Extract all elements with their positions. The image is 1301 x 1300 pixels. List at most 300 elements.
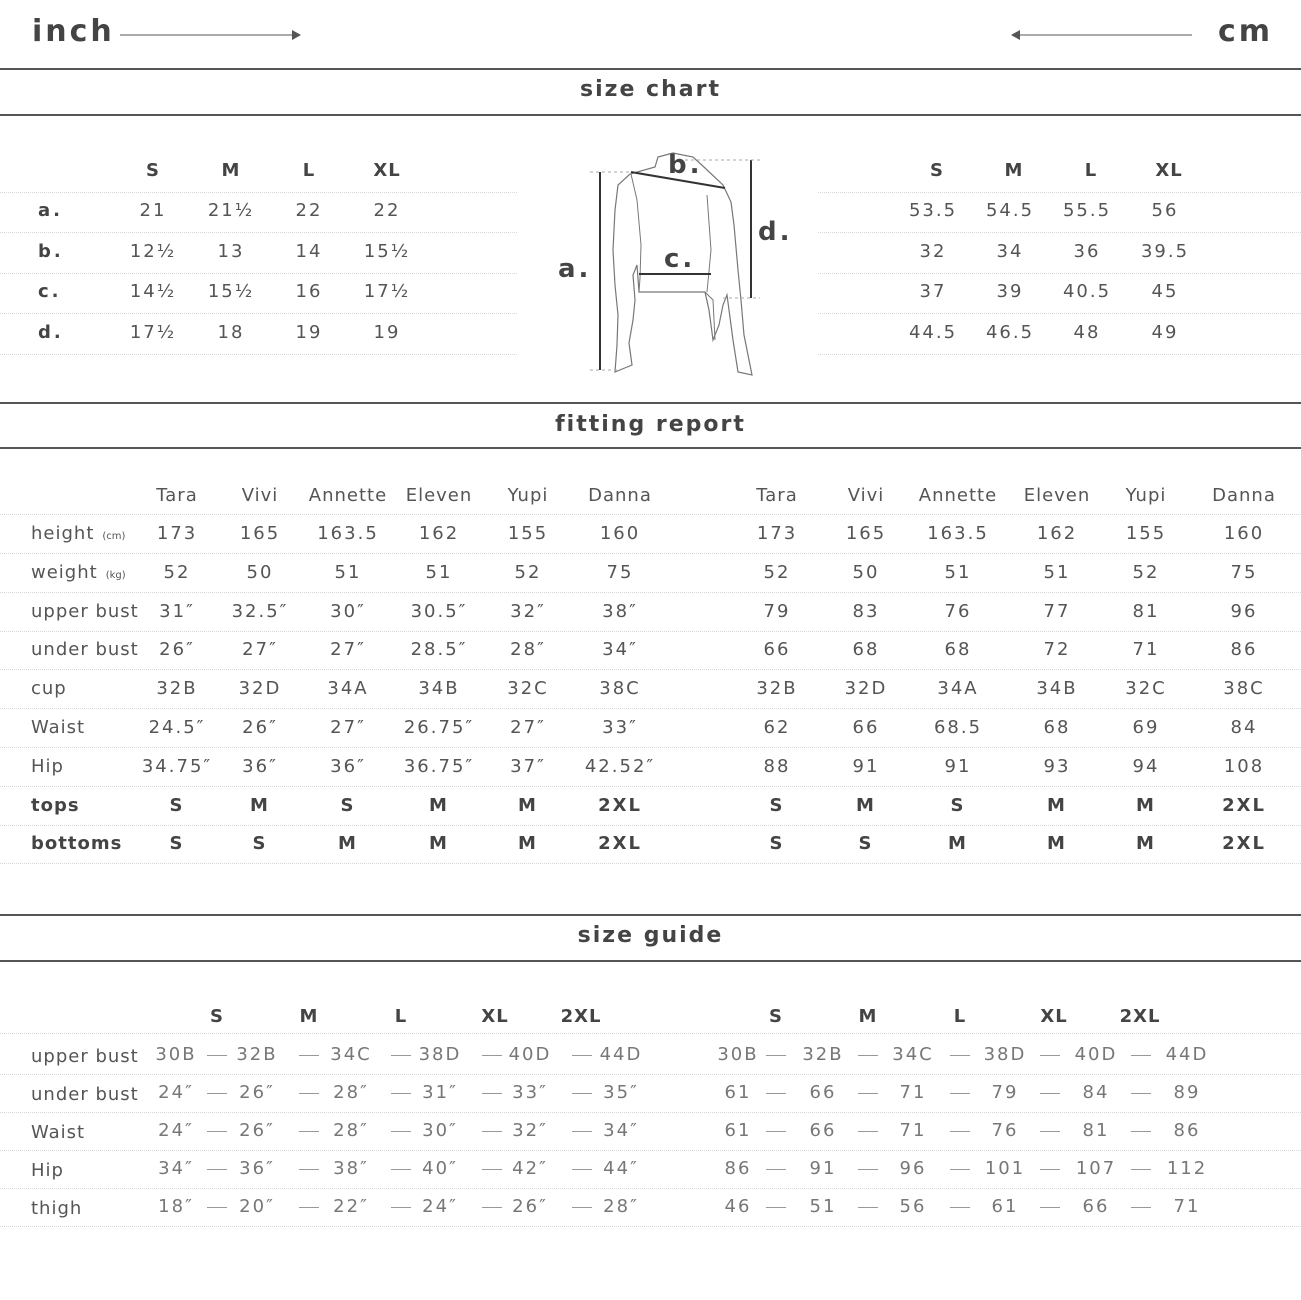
table-cell: 51 [1043,561,1071,583]
table-cell: M [1047,833,1067,855]
table-cell: 34A [937,678,979,700]
range-dash [950,1055,970,1056]
row-label: Waist [31,1122,86,1143]
table-cell: 79 [763,600,791,622]
table-cell: 54.5 [985,200,1035,221]
range-dash [391,1207,411,1208]
table-cell: 19 [373,321,401,343]
range-dash [950,1093,970,1094]
table-cell: 21 [139,200,167,221]
table-cell: 52 [514,561,542,583]
range-dash [1040,1055,1060,1056]
range-dash [391,1055,411,1056]
table-cell: 91 [809,1158,837,1179]
row-separator [0,1074,1301,1075]
range-dash [482,1131,502,1132]
table-cell: 32.5″ [231,600,289,622]
range-dash [299,1055,319,1056]
range-dash [766,1169,786,1170]
table-cell: M [250,794,270,816]
table-cell: 40D [1074,1044,1118,1065]
table-cell: 49 [1151,321,1179,343]
range-dash [391,1093,411,1094]
table-cell: 77 [1043,600,1071,622]
table-cell: 89 [1173,1082,1201,1103]
table-cell: 61 [724,1082,752,1103]
row-separator [0,592,1301,593]
table-cell: 45 [1151,281,1179,302]
table-cell: 28″ [510,639,546,661]
range-dash [1131,1093,1151,1094]
table-cell: 61 [991,1196,1019,1217]
divider [0,960,1301,962]
range-dash [950,1207,970,1208]
row-label [31,523,125,544]
table-cell: 34B [1036,678,1078,700]
table-cell: 32C [507,678,549,700]
divider [0,114,1301,116]
row-label-text: tops [31,794,80,816]
row-separator [0,1226,1301,1227]
table-cell: 52 [1132,561,1160,583]
table-cell: 30B [155,1044,197,1065]
table-cell: 68.5 [933,717,983,738]
table-cell: 39.5 [1140,240,1190,262]
table-cell: 32C [1125,678,1167,700]
table-cell: 163.5 [317,523,379,544]
divider [0,402,1301,404]
diagram-label-b: b. [668,150,703,180]
range-dash [299,1131,319,1132]
divider [0,68,1301,70]
row-separator [0,747,1301,748]
range-dash [207,1169,227,1170]
table-cell: 40.5 [1062,281,1112,302]
model-name: Vivi [847,485,885,506]
table-cell: 34C [330,1044,372,1065]
table-cell: 66 [809,1082,837,1103]
table-cell: 84 [1230,717,1258,738]
table-cell: 38″ [333,1158,369,1179]
table-cell: 42″ [512,1158,548,1179]
row-separator [0,553,1301,554]
model-name: Tara [756,485,798,506]
row-separator [0,825,1301,826]
size-header: M [299,1006,319,1027]
table-cell: 15½ [363,240,411,262]
table-cell: 68 [944,639,972,661]
table-cell: 22″ [333,1196,369,1217]
size-header: XL [481,1006,509,1027]
table-cell: 24″ [158,1082,194,1103]
table-cell: 71 [1132,639,1160,661]
row-separator [0,669,1301,670]
table-cell: 34″ [158,1158,194,1179]
table-cell: 26″ [159,639,195,661]
size-header: M [1004,160,1024,181]
table-cell: 42.52″ [584,755,656,777]
range-dash [766,1055,786,1056]
table-cell: 36 [1073,240,1101,262]
table-cell: 34.75″ [141,755,213,777]
row-label: Hip [31,1160,64,1181]
table-cell: 2XL [1222,794,1266,816]
row-label-text: under bust [31,639,139,661]
diagram-label-d: d. [758,217,793,247]
table-cell: 72 [1043,639,1071,661]
table-cell: 86 [1230,639,1258,661]
table-cell: 28″ [333,1082,369,1103]
range-dash [482,1093,502,1094]
table-cell: 52 [163,561,191,583]
table-cell: 66 [1082,1196,1110,1217]
table-cell: M [948,833,968,855]
table-cell: 93 [1043,755,1071,777]
range-dash [299,1093,319,1094]
table-cell: 13 [217,240,245,262]
table-cell: 62 [763,717,791,738]
table-cell: 24″ [422,1196,458,1217]
table-cell: 12½ [129,240,177,262]
table-cell: 86 [724,1158,752,1179]
size-header: M [858,1006,878,1027]
diagram-label-c: c. [664,244,696,274]
table-cell: 44.5 [908,321,958,343]
table-cell: 71 [1173,1196,1201,1217]
range-dash [766,1093,786,1094]
table-cell: 48 [1073,321,1101,343]
table-cell: 28″ [333,1120,369,1141]
model-name: Yupi [1125,485,1167,506]
table-cell: 173 [156,523,198,544]
size-header: S [146,160,160,181]
row-separator [818,232,1301,233]
table-cell: 51 [944,561,972,583]
table-cell: 32B [236,1044,278,1065]
table-cell: S [858,833,874,855]
table-cell: 96 [1230,600,1258,622]
table-cell: 21½ [207,200,255,221]
table-cell: 66 [763,639,791,661]
row-separator [0,192,517,193]
table-cell: 32D [238,678,282,700]
table-cell: 75 [1230,561,1258,583]
row-separator [818,313,1301,314]
table-cell: S [169,794,185,816]
range-dash [858,1169,878,1170]
table-cell: 50 [852,561,880,583]
table-cell: 56 [899,1196,927,1217]
table-cell: 68 [852,639,880,661]
table-cell: 76 [944,600,972,622]
size-header: L [394,1006,408,1027]
table-cell: S [769,833,785,855]
table-cell: 38″ [602,600,638,622]
table-cell: 56 [1151,200,1179,221]
range-dash [482,1207,502,1208]
range-dash [207,1093,227,1094]
table-cell: 71 [899,1120,927,1141]
table-cell: 33″ [602,717,638,738]
table-cell: 31″ [159,600,195,622]
table-cell: 66 [852,717,880,738]
row-separator [0,708,1301,709]
table-cell: 38C [599,678,641,700]
table-cell: 53.5 [908,200,958,221]
table-cell: 36″ [242,755,278,777]
table-cell: 44D [1165,1044,1209,1065]
row-separator [0,273,517,274]
row-separator [0,313,517,314]
table-cell: 52 [763,561,791,583]
range-dash [1040,1093,1060,1094]
size-header: L [1084,160,1098,181]
row-label [31,717,85,738]
table-cell: 84 [1082,1082,1110,1103]
size-header: S [769,1006,783,1027]
row-separator [0,631,1301,632]
arrow-left-icon [1008,28,1193,42]
row-label [31,678,67,699]
table-cell: 46.5 [985,321,1035,343]
row-separator [0,354,517,355]
row-label-text: cup [31,678,67,700]
table-cell: S [252,833,268,855]
table-cell: M [1136,794,1156,816]
table-cell: 32B [156,678,198,700]
row-label-text: Hip [31,755,64,777]
table-cell: S [340,794,356,816]
table-cell: 2XL [598,833,642,855]
table-cell: S [950,794,966,816]
range-dash [207,1207,227,1208]
model-name: Eleven [405,485,473,506]
table-cell: 66 [809,1120,837,1141]
table-cell: M [856,794,876,816]
unit-cm-label: cm [1218,14,1274,49]
table-cell: 18″ [158,1196,194,1217]
model-name: Danna [588,485,652,506]
table-cell: 155 [507,523,549,544]
table-cell: 27″ [330,639,366,661]
row-separator [0,1188,1301,1189]
row-label: c. [38,281,62,302]
table-cell: 165 [845,523,887,544]
table-cell: 71 [899,1082,927,1103]
row-unit: (kg) [105,569,126,581]
table-cell: 34 [996,240,1024,262]
table-cell: 39 [996,281,1024,302]
table-cell: 30.5″ [410,600,468,622]
model-name: Danna [1212,485,1276,506]
size-guide-title: size guide [577,923,724,948]
table-cell: M [429,794,449,816]
table-cell: 91 [944,755,972,777]
range-dash [572,1169,592,1170]
table-cell: 55.5 [1062,200,1112,221]
table-cell: S [169,833,185,855]
size-header: XL [1040,1006,1068,1027]
range-dash [858,1093,878,1094]
table-cell: 76 [991,1120,1019,1141]
size-header: 2XL [1119,1006,1161,1027]
table-cell: 2XL [598,794,642,816]
table-cell: 69 [1132,717,1160,738]
table-cell: 155 [1125,523,1167,544]
row-label-text: bottoms [31,833,123,855]
range-dash [572,1131,592,1132]
table-cell: 162 [418,523,460,544]
row-label: d. [38,321,64,343]
row-label: a. [38,200,63,221]
table-cell: 50 [246,561,274,583]
table-cell: 83 [852,600,880,622]
table-cell: 107 [1075,1158,1117,1179]
table-cell: 32″ [512,1120,548,1141]
range-dash [299,1207,319,1208]
range-dash [207,1131,227,1132]
table-cell: 94 [1132,755,1160,777]
table-cell: 44D [599,1044,643,1065]
table-cell: 96 [899,1158,927,1179]
table-cell: 34B [418,678,460,700]
row-separator [0,863,1301,864]
range-dash [1040,1169,1060,1170]
table-cell: 31″ [422,1082,458,1103]
table-cell: 37″ [510,755,546,777]
table-cell: 28″ [603,1196,639,1217]
table-cell: M [429,833,449,855]
row-label-text: height [31,523,95,544]
row-label [31,756,64,777]
model-name: Annette [308,485,388,506]
row-label: b. [38,240,64,262]
row-separator [818,354,1301,355]
table-cell: 51 [425,561,453,583]
table-cell: 162 [1036,523,1078,544]
table-cell: 33″ [512,1082,548,1103]
table-cell: 75 [606,561,634,583]
table-cell: 61 [724,1120,752,1141]
range-dash [482,1169,502,1170]
row-label-text: upper bust [31,600,139,622]
row-separator [0,1150,1301,1151]
range-dash [858,1131,878,1132]
table-cell: 81 [1082,1120,1110,1141]
table-cell: 68 [1043,717,1071,738]
divider [0,447,1301,449]
range-dash [1131,1055,1151,1056]
table-cell: 32″ [510,600,546,622]
range-dash [207,1055,227,1056]
table-cell: 32 [919,240,947,262]
range-dash [858,1207,878,1208]
row-unit: (cm) [102,531,126,542]
table-cell: 32B [802,1044,844,1065]
table-cell: 27″ [330,717,366,738]
range-dash [1040,1131,1060,1132]
range-dash [572,1093,592,1094]
table-cell: M [1136,833,1156,855]
range-dash [391,1169,411,1170]
table-cell: 44″ [603,1158,639,1179]
table-cell: 46 [724,1196,752,1217]
table-cell: M [518,794,538,816]
table-cell: 160 [599,523,641,544]
size-header: XL [1155,160,1183,181]
table-cell: 163.5 [927,523,989,544]
table-cell: 24.5″ [148,717,206,738]
table-cell: 16 [295,281,323,302]
row-label [31,562,126,583]
divider [0,914,1301,916]
range-dash [1131,1207,1151,1208]
table-cell: 26″ [512,1196,548,1217]
row-label-text: Waist [31,717,86,738]
row-label [31,601,139,622]
size-header: 2XL [560,1006,602,1027]
size-header: M [221,160,241,181]
table-cell: 34″ [602,639,638,661]
table-cell: 37 [919,281,947,302]
row-separator [818,192,1301,193]
row-separator [0,786,1301,787]
table-cell: 28.5″ [410,639,468,661]
row-separator [818,273,1301,274]
arrow-right-icon [120,28,305,42]
table-cell: 79 [991,1082,1019,1103]
size-header: S [930,160,944,181]
range-dash [766,1131,786,1132]
table-cell: 40″ [422,1158,458,1179]
size-header: L [302,160,316,181]
table-cell: 17½ [363,281,411,302]
table-cell: 108 [1223,755,1265,777]
range-dash [1131,1169,1151,1170]
table-cell: 26″ [239,1082,275,1103]
table-cell: 30″ [422,1120,458,1141]
table-cell: 36.75″ [403,755,475,777]
table-cell: 30″ [330,600,366,622]
table-cell: M [518,833,538,855]
diagram-label-a: a. [558,254,592,284]
table-cell: 38D [983,1044,1027,1065]
table-cell: 36″ [330,755,366,777]
range-dash [1040,1207,1060,1208]
table-cell: 30B [717,1044,759,1065]
table-cell: 2XL [1222,833,1266,855]
table-cell: 22 [295,200,323,221]
table-cell: 22 [373,200,401,221]
table-cell: 51 [334,561,362,583]
table-cell: M [338,833,358,855]
table-cell: 34C [892,1044,934,1065]
model-name: Yupi [507,485,549,506]
table-cell: 35″ [603,1082,639,1103]
table-cell: 24″ [158,1120,194,1141]
table-cell: 38D [418,1044,462,1065]
range-dash [858,1055,878,1056]
table-cell: 165 [239,523,281,544]
range-dash [572,1207,592,1208]
range-dash [950,1169,970,1170]
range-dash [766,1207,786,1208]
table-cell: 20″ [239,1196,275,1217]
table-cell: 26.75″ [403,717,475,738]
table-cell: 26″ [239,1120,275,1141]
table-cell: 36″ [239,1158,275,1179]
range-dash [572,1055,592,1056]
